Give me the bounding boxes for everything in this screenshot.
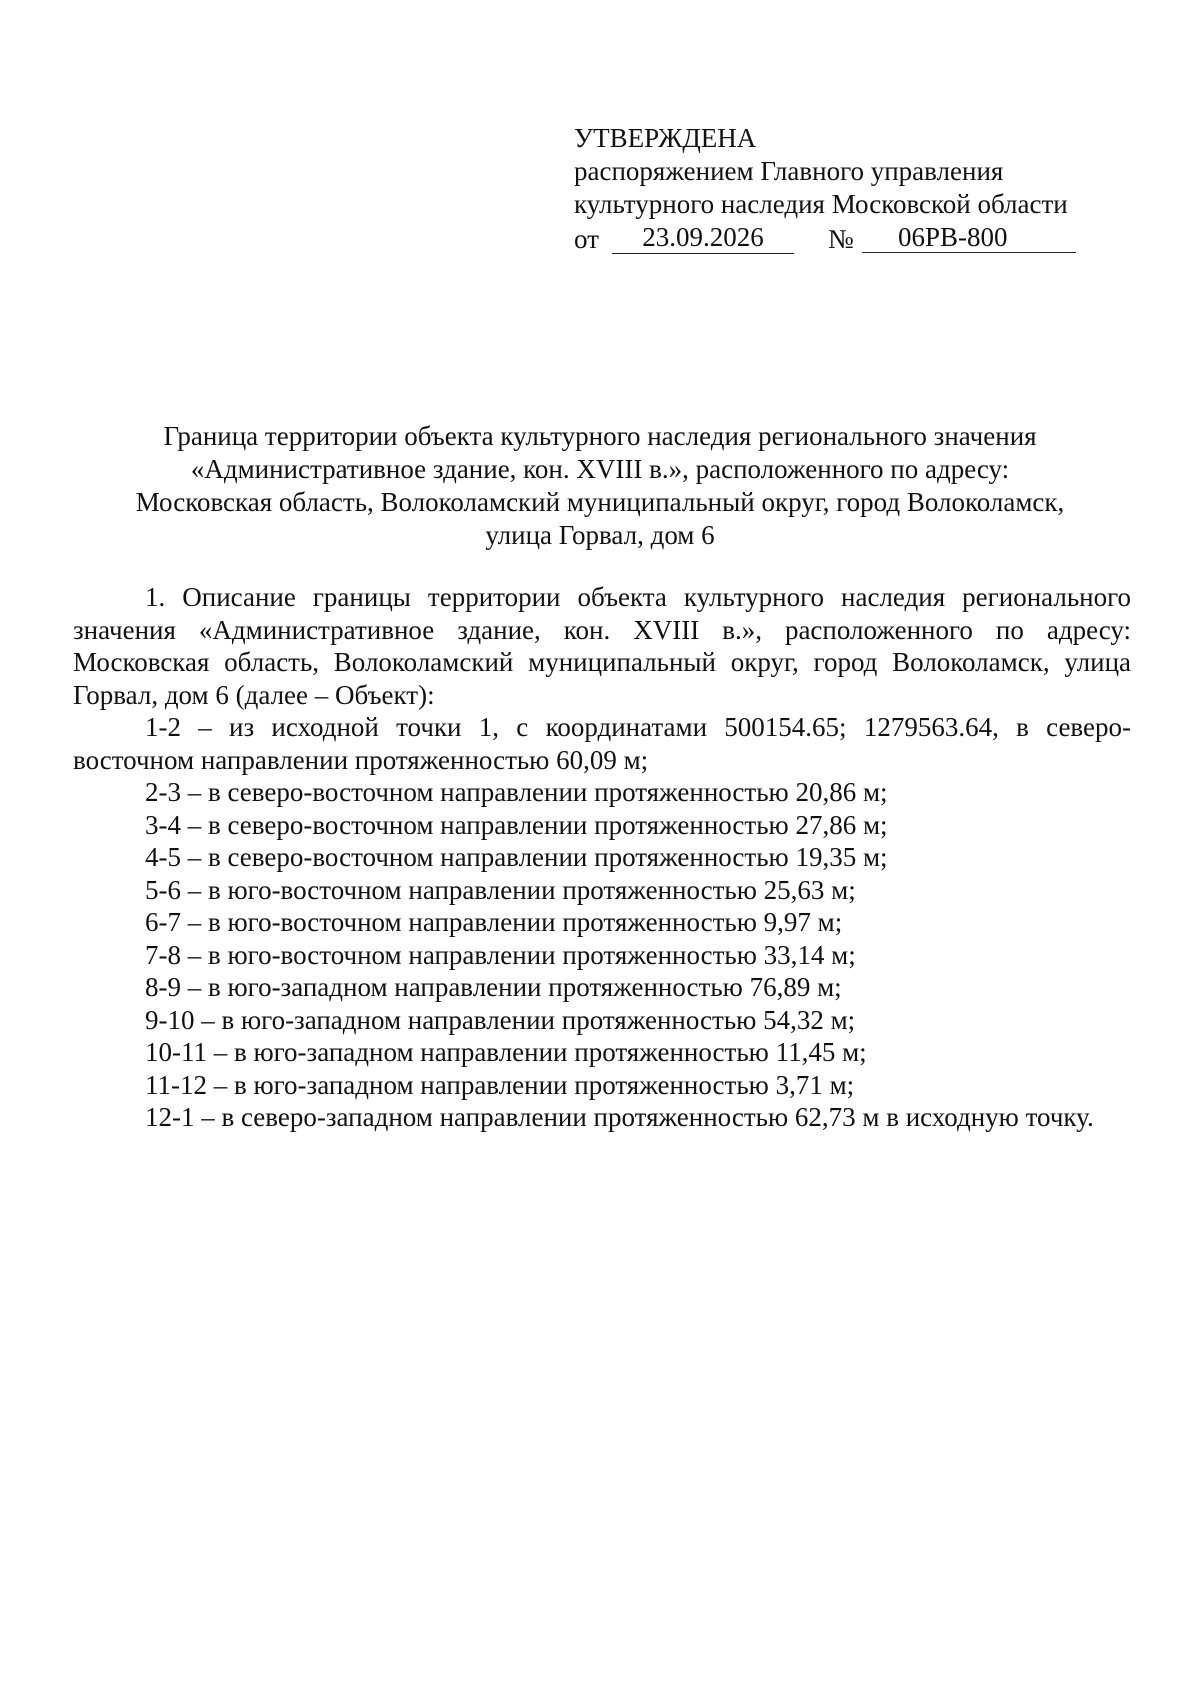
- approval-date: 23.09.2026: [612, 221, 794, 254]
- heading-line-4: улица Горвал, дом 6: [485, 520, 715, 550]
- heading-line-1: Граница территории объекта культурного наследия регионального значения: [163, 421, 1037, 451]
- segment-item: 3-4 – в северо-восточном направлении протяженностью 27,86 м;: [145, 809, 888, 840]
- approval-line-2: культурного наследия Московской области: [574, 189, 1068, 219]
- segment-item: 9-10 – в юго-западном направлении протяженностью 54,32 м;: [145, 1004, 856, 1035]
- segment-item: 2-3 – в северо-восточном направлении протяженностью 20,86 м;: [145, 777, 888, 807]
- approval-line-1: распоряжением Главного управления: [574, 156, 1004, 186]
- segment-item: 12-1 – в северо-западном направлении протяженностью 62,73 м в исходную точку.: [145, 1102, 1094, 1132]
- segment-item: 8-9 – в юго-западном направлении протяженностью 76,89 м;: [145, 972, 842, 1002]
- segment-item: 10-11 – в юго-западном направлении протяженностью 11,45 м;: [145, 1037, 867, 1067]
- approval-stamp: [574, 122, 1094, 254]
- segment-item: 7-8 – в юго-восточном направлении протяженностью 33,14 м;: [145, 939, 856, 970]
- segment-item: 4-5 – в северо-восточном направлении протяженностью 19,35 м;: [145, 842, 888, 872]
- date-prefix: от: [574, 224, 599, 254]
- approval-date-line: [574, 221, 1094, 254]
- number-sign: №: [828, 224, 854, 254]
- segment-item: 11-12 – в юго-западном направлении протяженностью 3,71 м;: [145, 1069, 855, 1100]
- boundary-description: [73, 581, 1131, 1134]
- segment-1-2: 1-2 – из исходной точки 1, с координатами 500154.65; 1279563.64, в северо-восточном направлении протяженностью 60,09 м;: [73, 712, 1131, 775]
- approval-number: 06РВ-800: [862, 221, 1076, 253]
- segment-item: 5-6 – в юго-восточном направлении протяженностью 25,63 м;: [145, 874, 856, 905]
- heading-line-2: «Административное здание, кон. XVIII в.», расположенного по адресу:: [190, 454, 1010, 484]
- description-intro: 1. Описание границы территории объекта культурного наследия регионального значения «Административное здание, кон. XVIII в.», расположенного по адресу: Московская область, Волоколамский муниципальный округ, город Волоколамск, улица Горвал, дом 6 (далее – Объект):: [73, 582, 1131, 710]
- heading-line-3: Московская область, Волоколамский муниципальный округ, город Волоколамск,: [135, 487, 1065, 517]
- approval-title: УТВЕРЖДЕНА: [574, 123, 757, 153]
- document-heading: [80, 420, 1120, 552]
- segment-item: 6-7 – в юго-восточном направлении протяженностью 9,97 м;: [145, 907, 843, 937]
